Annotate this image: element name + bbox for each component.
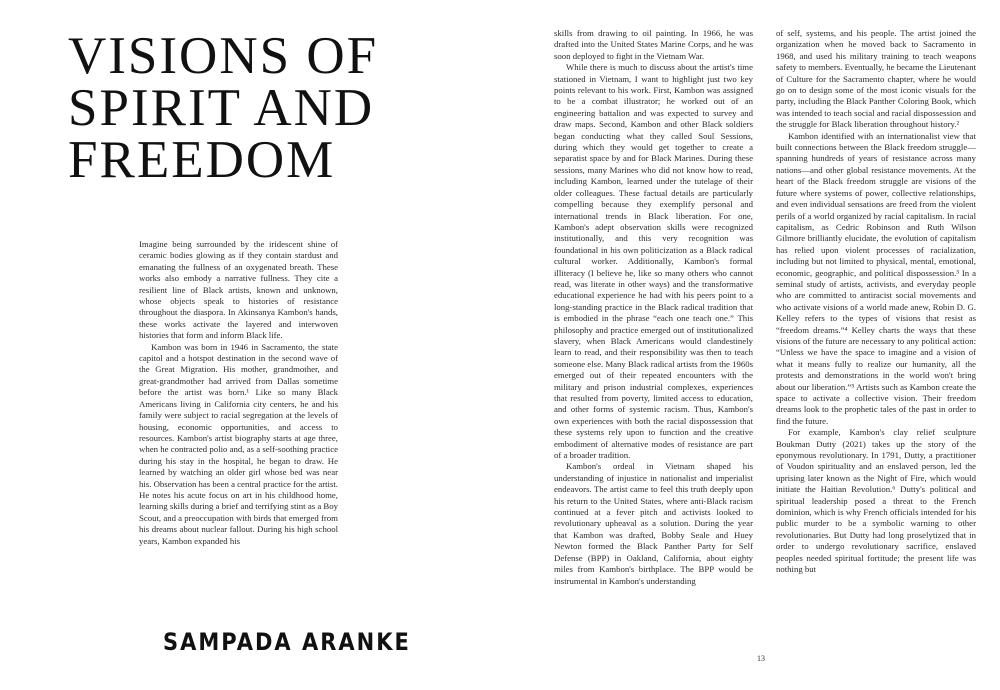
- paragraph: Kambon's ordeal in Vietnam shaped his understanding of injustice in nationalist and imperialist endeavors. The artist came to feel this truth deeply upon his return to the United States, where anti-Black racism continued at a fever pitch and activists looked to revolutionary upheaval as a solution. During the year that Kambon was drafted, Bobby Seale and Huey Newton formed the Black Panther Party for Self Defense (BPP) in Oakland, California, about eighty miles from Kambon's birthplace. The BPP would be instrumental in Kambon's understanding: [554, 461, 753, 586]
- middle-column: [554, 28, 753, 587]
- right-column: [776, 28, 976, 576]
- paragraph: skills from drawing to oil painting. In 1966, he was drafted into the United States Marine Corps, and he was soon deployed to fight in the Vietnam War.: [554, 28, 753, 61]
- title-line: VISIONS OF: [68, 27, 379, 85]
- paragraph: While there is much to discuss about the artist's time stationed in Vietnam, I want to highlight just two key points relevant to his work. First, Kambon was assigned to be a combat illustrator; he worked out of an engineering battalion and was expected to survey and draw maps. Second, Kambon and other Black soldiers began conducting what they called Soul Sessions, during which they would get together to create a separatist space by and for Black Marines. During these sessions, many Marines who did not know how to read, including Kambon, learned under the tutelage of their older colleagues. These factual details are particularly compelling because they exemplify personal and international trends in Black liberation. For one, Kambon's adept observation skills were recognized institutionally, and this very recognition was foundational in his own politicization as a Black radical cultural worker. Additionally, Kambon's formal illiteracy (I believe he, like so many others who cannot read, was literate in other ways) and the transformative educational experience he had with his peers point to a long-standing practice in the Black radical tradition that is embodied in the phrase “each one teach one.” This philosophy and practice emerged out of institutionalized slavery, when Black Americans would clandestinely learn to read, and their responsibility was then to teach someone else. Many Black radical artists from the 1960s emerged out of their repeated encounters with the military and prison industrial complexes, experiences that resulted from poverty, limited access to education, and other forms of systemic racism. Thus, Kambon's own experiences with both the racial dispossession that these systems rely upon to function and the creative embodiment of alternative modes of resistance are part of a broader tradition.: [554, 62, 753, 461]
- paragraph: Kambon was born in 1946 in Sacramento, the state capitol and a hotspot destination in the second wave of the Great Migration. His mother, grandmother, and great-grandmother had arrived from Dallas sometime before the artist was born.¹ Like so many Black Americans living in California city centers, he and his family were subject to racial segregation at the levels of housing, economic opportunities, and access to resources. Kambon's artist biography starts at age three, when he contracted polio and, as a self-soothing practice during his stay in the hospital, he began to draw. He learned by watching an older girl whose bed was near his. Observation has been a central practice for the artist. He notes his acute focus on art in his childhood home, learning skills during a brief and terrifying stint as a Boy Scout, and a preoccupation with birds that emerged from his dreams about nuclear fallout. During his high school years, Kambon expanded his: [139, 341, 338, 546]
- paragraph: Kambon identified with an internationalist view that built connections between the Black freedom struggle—spanning hundreds of years of resistance across many nations—and other global resistance movements. At the heart of the Black freedom struggle are visions of the future where systems of power, collective relationships, and even individual sensations are freed from the violent perils of a world organized by racial capitalism. In racial capitalism, as Cedric Robinson and Ruth Wilson Gilmore brilliantly elucidate, the evolution of capitalism has relied upon violent processes of racialization, including but not limited to physical, mental, emotional, economic, geographic, and political dispossession.³ In a seminal study of artists, activists, and everyday people who are committed to antiracist social movements and who activate visions of a world made anew, Robin D. G. Kelley refers to the types of visions that resist as “freedom dreams.”⁴ Kelley charts the ways that these visions of the future are necessary to any political action: “Unless we have the space to imagine and a vision of what it means fully to realize our humanity, all the protests and demonstrations in the world won't bring about our liberation.”⁵ Artists such as Kambon create the space to activate a collective vision. Their freedom dreams look to the prophetic tales of the past in order to find the future.: [776, 130, 976, 426]
- title-line: SPIRIT AND: [68, 79, 375, 137]
- paragraph: For example, Kambon's clay relief sculpture Boukman Dutty (2021) takes up the story of the eponymous revolutionary. In 1791, Dutty, a practitioner of Voudon spirituality and an enslaved person, led the uprising later known as the Night of Fire, which would initiate the Haitian Revolution.⁶ Dutty's political and spiritual leadership posed a threat to the French dominion, which is why French officials intended for his public murder to be a symbolic warning to other revolutionaries. But Dutty had long proselytized that in order to undergo revolutionary sacrifice, enslaved peoples needed spiritual fortitude; the present life was nothing but: [776, 427, 976, 575]
- author-name: SAMPADA ARANKE: [163, 628, 411, 656]
- title-line: FREEDOM: [68, 131, 336, 189]
- intro-column: [139, 239, 338, 547]
- paragraph: Imagine being surrounded by the iridescent shine of ceramic bodies glowing as if they contain stardust and emanating the fullness of an oxygenated breath. These works also embody a narrative fullness. They cite a resilient line of Black artists, known and unknown, whose objects speak to histories of resistance throughout the diaspora. In Akinsanya Kambon's hands, these works activate the layered and interwoven histories that form and inform Black life.: [139, 239, 338, 341]
- paragraph: of self, systems, and his people. The artist joined the organization when he moved back to Sacramento in 1968, and used his military training to teach weapons safety to members. Eventually, he became the Lieutenant of Culture for the Sacramento chapter, where he would go on to design some of the most iconic visuals for the party, including the Black Panther Coloring Book, which was intended to teach social and racial dispossession and the struggle for Black liberation throughout history.²: [776, 28, 976, 130]
- page-number: 13: [757, 654, 765, 663]
- article-title: [68, 27, 448, 189]
